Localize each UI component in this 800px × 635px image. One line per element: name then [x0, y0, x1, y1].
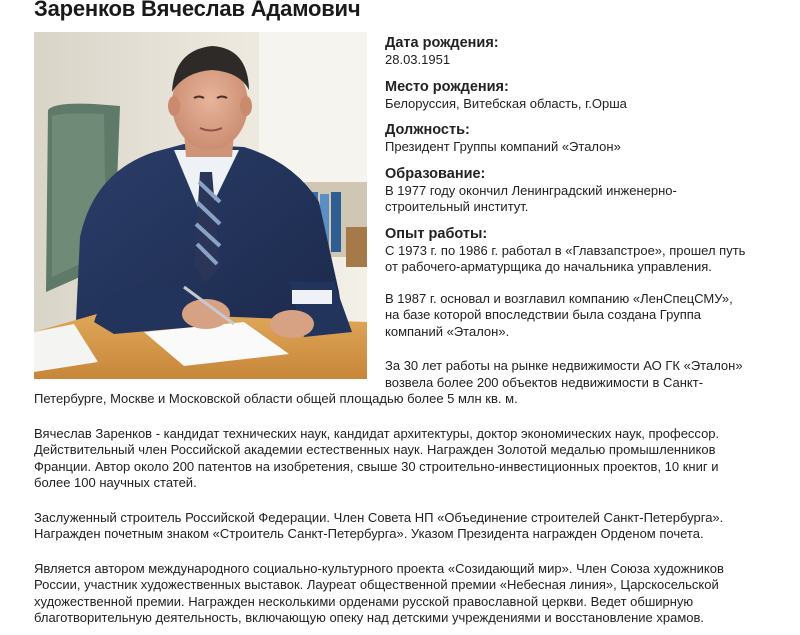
info-value: Белоруссия, Витебская область, г.Орша	[385, 95, 627, 111]
bio-paragraph: Заслуженный строитель Российской Федерации. Член Совета НП «Объединение строителей Санкт-Петербурга». Награжден почетным знаком «Строитель Санкт-Петербурга». Указом Президента награжден Орденом почета.	[34, 509, 724, 541]
info-value: С 1973 г. по 1986 г. работал в «Главзапстрое», прошел путь от рабочего-арматурщика до начальника управления.	[385, 242, 746, 274]
profile-content	[34, 32, 746, 635]
info-value: В 1977 году окончил Ленинградский инженерно-строительный институт.	[385, 182, 677, 214]
info-label: Опыт работы:	[385, 225, 488, 242]
bio-paragraph: Является автором международного социально-культурного проекта «Созидающий мир». Член Союза художников России, участник художественных выставок. Лауреат общественной премии «Небесная линия», Царскосельской художественной премии. Награжден несколькими орденами русской православной церкви. Ведет обширную благотворительную деятельность, включающую опеку над детскими учреждениями и восстановление храмов.	[34, 560, 724, 625]
info-value: Президент Группы компаний «Эталон»	[385, 139, 621, 154]
info-label: Место рождения:	[385, 78, 509, 95]
info-label: Образование:	[385, 165, 486, 182]
page-title: Заренков Вячеслав Адамович	[34, 0, 361, 21]
info-label: Дата рождения:	[385, 35, 499, 51]
portrait-photo	[34, 32, 367, 379]
bio-paragraph: За 30 лет работы на рынке недвижимости АО ГК «Эталон» возвела более 200 объектов недвижимости в Санкт-Петербурге, Москве и Московской области общей площадью более 5 млн кв. м.	[34, 358, 743, 406]
bio-paragraph: В 1987 г. основал и возглавил компанию «ЛенСпецСМУ», на базе которой впоследствии была создана Группа компаний «Эталон».	[385, 290, 733, 339]
info-value: 28.03.1951	[385, 52, 451, 67]
info-label: Должность:	[385, 122, 470, 138]
bio-paragraph: Вячеслав Заренков - кандидат технических наук, кандидат архитектуры, доктор экономических наук, профессор. Действительный член Российской академии естественных наук. Награжден Золотой медалью промышленников Франции. Автор около 200 патентов на изобретения, свыше 30 строительно-инвестиционных проектов, 10 книг и более 100 научных статей.	[34, 425, 720, 490]
